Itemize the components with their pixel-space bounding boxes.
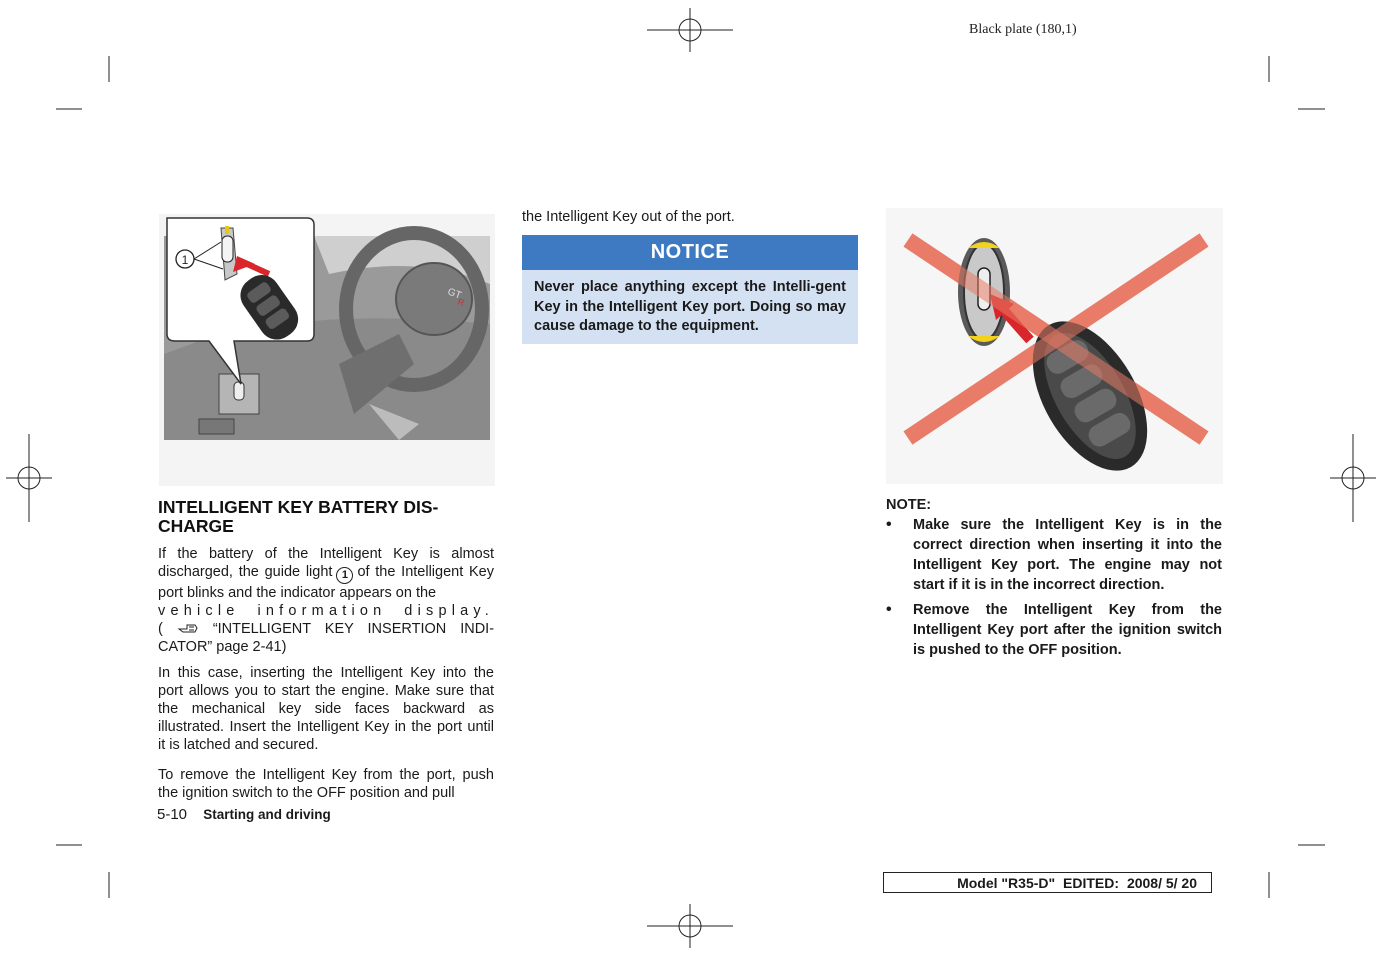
model-edition-box: Model "R35-D" EDITED: 2008/ 5/ 20 bbox=[883, 872, 1212, 893]
plate-label: Black plate (180,1) bbox=[969, 22, 1077, 37]
notes-section bbox=[886, 497, 1222, 665]
paragraph-inserting: In this case, inserting the Intelligent Key into the port allows you to start the engine. Make sure that the mechanical key side faces backward as illustrated. Insert the Intelligent Key in the port until it is latched and secured. bbox=[158, 665, 494, 753]
notice-title: NOTICE bbox=[522, 235, 858, 270]
continuation-text: the Intelligent Key out of the port. bbox=[522, 209, 735, 225]
note-title: NOTE: bbox=[886, 497, 932, 513]
section-heading: INTELLIGENT KEY BATTERY DIS- CHARGE bbox=[158, 497, 439, 536]
paragraph-battery: If the battery of the Intelligent Key is almost discharged, the guide light 1 of the Intelligent Key port blinks and the indicator appears on the vehicle information display. ( “INTELLIGENT KEY INSERTION INDI-CATOR” page 2-41) bbox=[158, 546, 495, 655]
wrong-direction-illustration bbox=[886, 208, 1223, 484]
page-number: 5-10 bbox=[157, 806, 188, 823]
paragraph-removing: To remove the Intelligent Key from the port, push the ignition switch to the OFF position and pull bbox=[158, 767, 494, 801]
svg-text:GT: GT bbox=[445, 286, 463, 302]
callout-number: 1 bbox=[181, 253, 189, 267]
reference-pointer-icon bbox=[177, 621, 199, 635]
svg-text:R: R bbox=[456, 296, 466, 309]
notice-box bbox=[522, 235, 858, 344]
page-footer bbox=[157, 806, 331, 823]
key-port-illustration bbox=[159, 214, 495, 486]
callout-1-icon: 1 bbox=[336, 567, 353, 584]
note-item: • Make sure the Intelligent Key is in the correct direction when inserting it into the Intelligent Key port. The engine may not start if it is in the incorrect direction. bbox=[886, 515, 1222, 595]
notice-text: Never place anything except the Intelli-gent Key in the Intelligent Key port. Doing so may cause damage to the equipment. bbox=[522, 270, 858, 344]
note-item: • Remove the Intelligent Key from the Intelligent Key port after the ignition switch is pushed to the OFF position. bbox=[886, 600, 1222, 660]
section-name: Starting and driving bbox=[203, 807, 331, 822]
